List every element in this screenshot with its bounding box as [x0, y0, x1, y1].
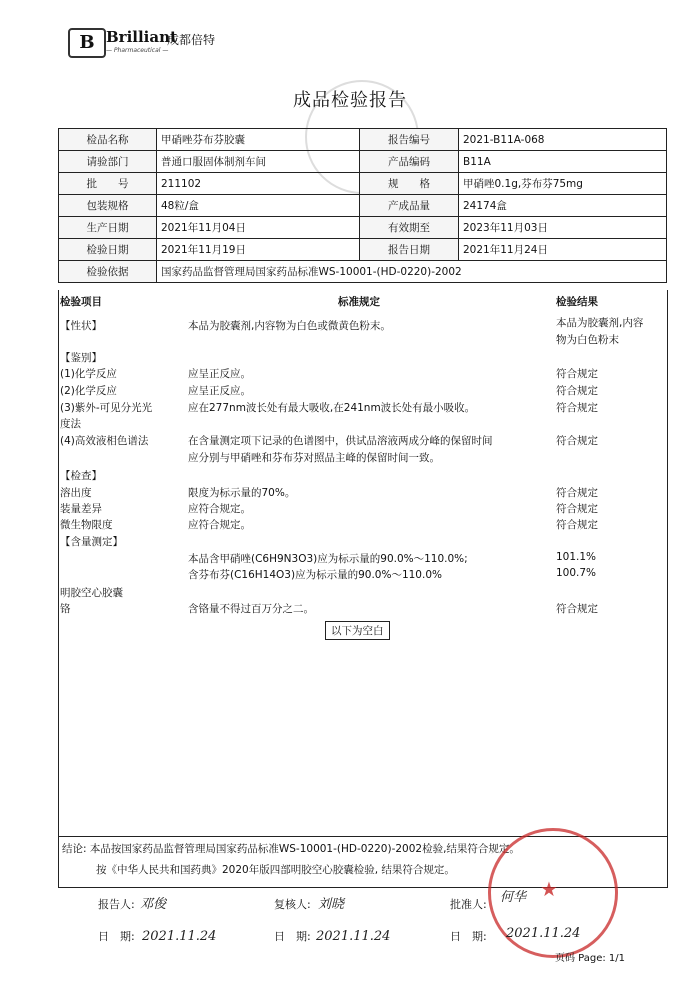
assay-metronidazole-result: 101.1% [556, 551, 597, 563]
value-report-date: 2021年11月24日 [459, 239, 667, 261]
item-dissolution: 溶出度 [60, 487, 92, 499]
company-logo: B [68, 28, 106, 58]
assay-fenbufen-standard: 含芬布芬(C16H14O3)应为标示量的90.0%～110.0% [188, 569, 442, 581]
label-pack-spec: 包装规格 [59, 195, 157, 217]
label-product-name: 检品名称 [59, 129, 157, 151]
info-row [59, 195, 667, 217]
brand-subtitle: — Pharmaceutical — [106, 47, 169, 54]
stamp-star-icon: ★ [540, 877, 558, 901]
col-header-standard: 标准规定 [338, 296, 380, 308]
item-chem1: (1)化学反应 [60, 368, 117, 380]
value-expiry: 2023年11月03日 [459, 217, 667, 239]
approver-date: 2021.11.24 [506, 926, 581, 941]
chem1-result: 符合规定 [556, 368, 598, 380]
item-chem2: (2)化学反应 [60, 385, 117, 397]
label-spec: 规 格 [360, 173, 459, 195]
label-expiry: 有效期至 [360, 217, 459, 239]
brand-name: Brilliant [106, 28, 177, 46]
item-fill-variation: 装量差异 [60, 503, 102, 515]
reviewer-date: 2021.11.24 [316, 929, 391, 944]
item-uv-line1: (3)紫外-可见分光光 [60, 402, 153, 414]
report-title: 成品检验报告 [293, 90, 407, 111]
reporter-date: 2021.11.24 [142, 929, 217, 944]
reporter-signature: 邓俊 [140, 897, 167, 912]
label-product-code: 产品编码 [360, 151, 459, 173]
hplc-standard-line1: 在含量测定项下记录的色谱图中，供试品溶液两成分峰的保留时间 [188, 435, 493, 447]
reviewer-signature: 刘晓 [318, 897, 345, 912]
value-mfg-date: 2021年11月04日 [157, 217, 360, 239]
item-chromium: 铬 [60, 603, 71, 615]
approver-date-label: 日 期: [450, 930, 487, 943]
reporter-date-label: 日 期: [98, 930, 135, 943]
info-row [59, 217, 667, 239]
value-batch: 211102 [157, 173, 360, 195]
item-microbial: 微生物限度 [60, 519, 113, 531]
fill-variation-result: 符合规定 [556, 503, 598, 515]
blank-below-note: 以下为空白 [325, 621, 390, 640]
section-assay: 【含量测定】 [60, 536, 123, 548]
approver-label: 批准人: [450, 898, 487, 911]
value-product-code: B11A [459, 151, 667, 173]
col-header-result: 检验结果 [556, 296, 598, 308]
appearance-standard: 本品为胶囊剂,内容物为白色或微黄色粉末。 [188, 320, 391, 332]
label-mfg-date: 生产日期 [59, 217, 157, 239]
chromium-standard: 含铬量不得过百万分之二。 [188, 603, 314, 615]
info-table [58, 128, 667, 283]
appearance-result-line2: 物为白色粉末 [556, 334, 619, 346]
label-basis: 检验依据 [59, 261, 157, 283]
info-row [59, 129, 667, 151]
value-spec: 甲硝唑0.1g,芬布芬75mg [459, 173, 667, 195]
dissolution-standard: 限度为标示量的70%。 [188, 487, 296, 499]
item-hplc: (4)高效液相色谱法 [60, 435, 149, 447]
info-row [59, 239, 667, 261]
conclusion-line1: 结论: 本品按国家药品监督管理局国家药品标准WS-10001-(HD-0220)-2002检验,结果符合规定。 [62, 843, 520, 855]
info-row [59, 151, 667, 173]
dissolution-result: 符合规定 [556, 487, 598, 499]
value-product-name: 甲硝唑芬布芬胶囊 [157, 129, 360, 151]
label-batch: 批 号 [59, 173, 157, 195]
label-report-no: 报告编号 [360, 129, 459, 151]
page-number: 页码 Page: 1/1 [555, 953, 626, 964]
label-report-date: 报告日期 [360, 239, 459, 261]
value-report-no: 2021-B11A-068 [459, 129, 667, 151]
appearance-result-line1: 本品为胶囊剂,内容 [556, 317, 644, 329]
value-output-qty: 24174盒 [459, 195, 667, 217]
label-test-date: 检验日期 [59, 239, 157, 261]
value-department: 普通口服固体制剂车间 [157, 151, 360, 173]
fill-variation-standard: 应符合规定。 [188, 503, 251, 515]
label-output-qty: 产成品量 [360, 195, 459, 217]
chromium-result: 符合规定 [556, 603, 598, 615]
assay-fenbufen-result: 100.7% [556, 567, 597, 579]
col-header-item: 检验项目 [60, 296, 102, 308]
label-department: 请验部门 [59, 151, 157, 173]
uv-standard: 应在277nm波长处有最大吸收,在241nm波长处有最小吸收。 [188, 402, 476, 414]
approver-signature: 何华 [500, 890, 527, 905]
value-pack-spec: 48粒/盒 [157, 195, 360, 217]
hplc-result: 符合规定 [556, 435, 598, 447]
assay-metronidazole-standard: 本品含甲硝唑(C6H9N3O3)应为标示量的90.0%～110.0%; [188, 553, 468, 565]
microbial-result: 符合规定 [556, 519, 598, 531]
chem1-standard: 应呈正反应。 [188, 368, 251, 380]
conclusion-line2: 按《中华人民共和国药典》2020年版四部明胶空心胶囊检验, 结果符合规定。 [96, 864, 455, 876]
chem2-standard: 应呈正反应。 [188, 385, 251, 397]
uv-result: 符合规定 [556, 402, 598, 414]
reporter-label: 报告人: [98, 898, 135, 911]
value-test-date: 2021年11月19日 [157, 239, 360, 261]
microbial-standard: 应符合规定。 [188, 519, 251, 531]
section-inspection: 【检查】 [60, 470, 102, 482]
brand-cn-name: 成都倍特 [167, 33, 216, 47]
section-appearance: 【性状】 [60, 320, 102, 332]
reviewer-date-label: 日 期: [274, 930, 311, 943]
item-capsule-shell: 明胶空心胶囊 [60, 587, 123, 599]
info-row [59, 261, 667, 283]
value-basis: 国家药品监督管理局国家药品标准WS-10001-(HD-0220)-2002 [157, 261, 667, 283]
reviewer-label: 复核人: [274, 898, 311, 911]
chem2-result: 符合规定 [556, 385, 598, 397]
info-row [59, 173, 667, 195]
hplc-standard-line2: 应分别与甲硝唑和芬布芬对照品主峰的保留时间一致。 [188, 452, 440, 464]
section-identification: 【鉴别】 [60, 352, 102, 364]
item-uv-line2: 度法 [60, 418, 81, 430]
